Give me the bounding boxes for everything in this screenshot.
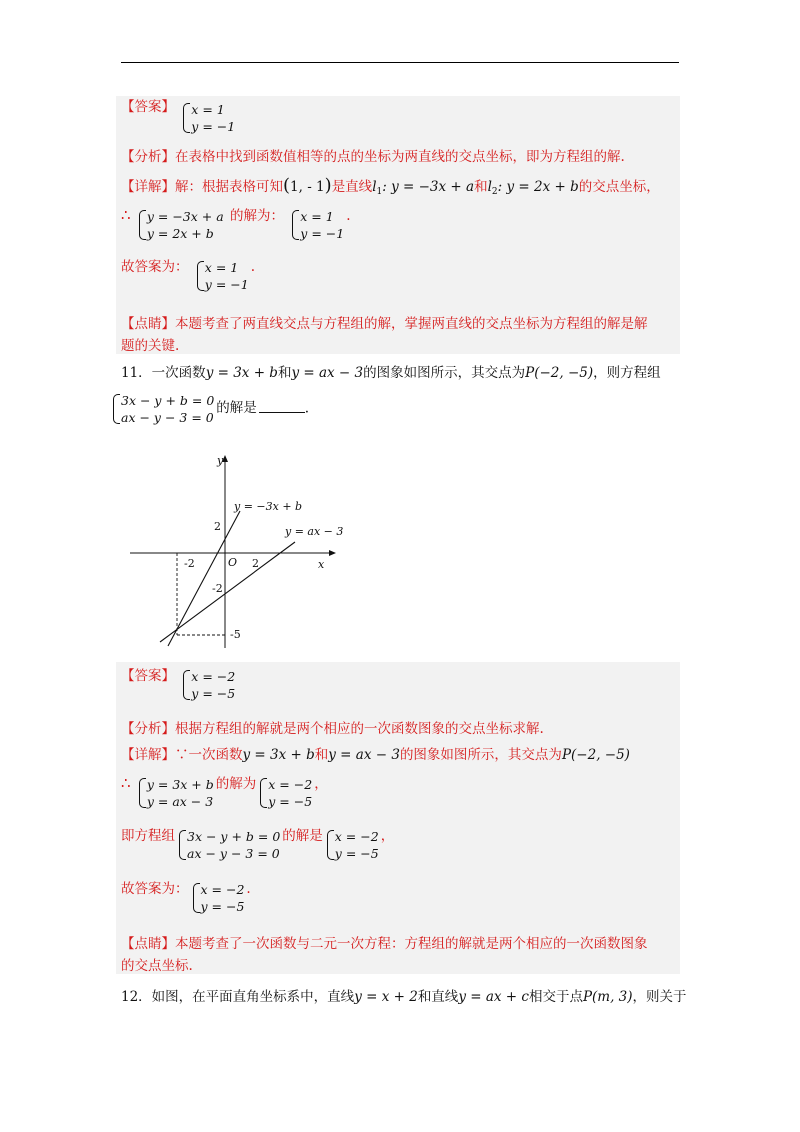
tick-y-minus2: -2: [212, 582, 223, 595]
q10-therefore: ∴ y = −3x + a y = 2x + b 的解为： x = 1 y = −1 .: [121, 205, 351, 241]
q10-comment: 【点睛】本题考查了两直线交点与方程组的解，掌握两直线的交点坐标为方程组的解是解: [121, 316, 648, 332]
q11-stem-system: 3x − y + b = 0 ax − y − 3 = 0 的解是 .: [121, 392, 309, 426]
q11-stem: 11．一次函数y = 3x + b和y = ax − 3的图象如图所示，其交点为P(−2, −5)，则方程组: [121, 365, 661, 381]
line-2-label: y = ax − 3: [285, 525, 344, 538]
q10-answer: [121, 98, 237, 135]
tick-x-2: 2: [252, 557, 259, 570]
answer-blank: [259, 412, 305, 413]
q11-detail: 【详解】∵一次函数y = 3x + b和y = ax − 3的图象如图所示，其交点为P(−2, −5): [121, 747, 630, 763]
stem-system: 3x − y + b = 0 ax − y − 3 = 0: [111, 392, 214, 426]
q10-final: 故答案为： x = 1 y = −1 .: [121, 258, 256, 292]
q10-comment-cont: 题的关键.: [121, 338, 180, 354]
q10-analysis: 【分析】在表格中找到函数值相等的点的坐标为两直线的交点坐标，即为方程组的解.: [121, 149, 625, 165]
tick-y-2: 2: [214, 520, 221, 533]
solution-system: x = 1 y = −1: [290, 208, 344, 242]
line-1-label: y = −3x + b: [234, 500, 303, 513]
q12-stem: 12．如图，在平面直角坐标系中，直线y = x + 2和直线y = ax + c相交于点P(m, 3)，则关于: [121, 989, 687, 1005]
tick-x-minus2: -2: [184, 557, 195, 570]
header-rule: [121, 62, 679, 63]
origin-label: O: [228, 556, 238, 569]
q10-detail: 【详解】解：根据表格可知(1, - 1)是直线$l_1$: y = −3x + a和$l_2$: y = 2x + b的交点坐标，: [121, 175, 660, 197]
system: 3x − y + b = 0 ax − y − 3 = 0: [177, 828, 280, 862]
q11-analysis: 【分析】根据方程组的解就是两个相应的一次函数图象的交点坐标求解.: [121, 721, 544, 737]
solution-panel-q11: [116, 662, 680, 974]
q11-comment-cont: 的交点坐标.: [121, 958, 193, 974]
system: y = 3x + b y = ax − 3: [137, 776, 214, 810]
final-system: x = −2 y = −5: [191, 881, 245, 915]
x-axis-label: x: [318, 558, 325, 571]
answer-system: x = 1 y = −1: [181, 101, 235, 135]
system: y = −3x + a y = 2x + b: [137, 208, 224, 242]
function-graph: [120, 446, 350, 656]
answer-system: x = −2 y = −5: [181, 668, 235, 702]
solution-system: x = −2 y = −5: [258, 776, 312, 810]
final-system: x = 1 y = −1: [195, 259, 249, 293]
q11-answer: 【答案】 x = −2 y = −5: [121, 667, 236, 701]
solution-system: x = −2 y = −5: [325, 828, 379, 862]
q11-therefore: ∴ y = 3x + b y = ax − 3 的解为 x = −2 y = −5 ，: [121, 773, 328, 809]
q11-namely: 即方程组 3x − y + b = 0 ax − y − 3 = 0 的解是 x = −2 y = −5 ，: [121, 827, 395, 861]
y-axis-label: y: [217, 454, 224, 467]
line-1: [168, 511, 240, 646]
answer-label: 【答案】: [121, 98, 175, 115]
tick-y-minus5: -5: [230, 628, 241, 641]
q11-final: 故答案为： x = −2 y = −5 .: [121, 880, 251, 914]
q11-comment: 【点睛】本题考查了一次函数与二元一次方程：方程组的解就是两个相应的一次函数图象: [121, 936, 648, 952]
